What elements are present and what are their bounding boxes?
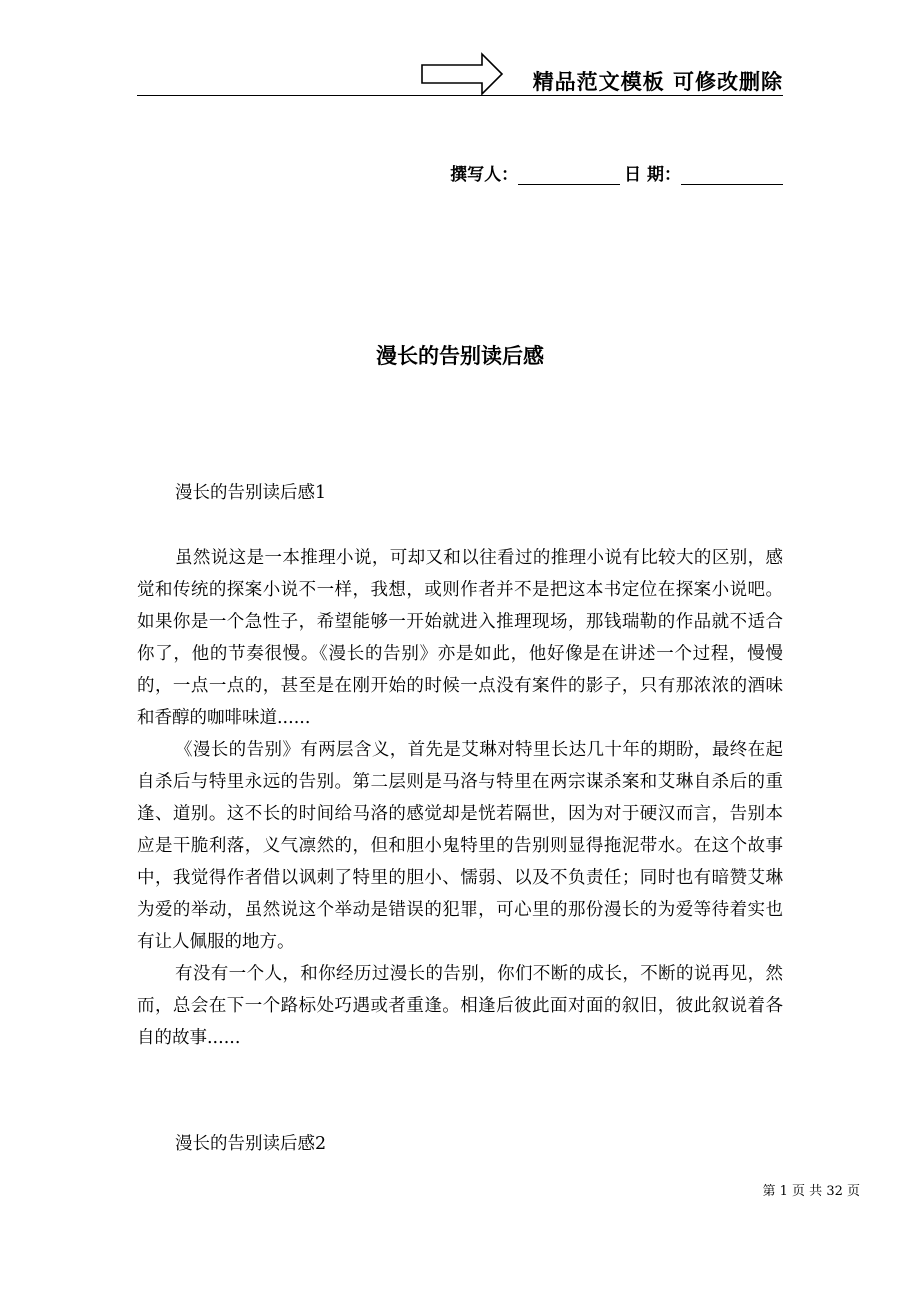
author-date-line (450, 160, 783, 185)
arrow-icon (420, 52, 504, 96)
date-blank (681, 164, 783, 185)
section-body-1 (137, 542, 783, 1054)
section-heading-1: 漫长的告别读后感1 (175, 483, 327, 503)
paragraph-3: 有没有一个人，和你经历过漫长的告别，你们不断的成长，不断的说再见，然而，总会在下一个路标处巧遇或者重逢。相逢后彼此面对面的叙旧，彼此叙说着各自的故事...... (137, 964, 783, 1048)
section-heading-2: 漫长的告别读后感2 (175, 1134, 327, 1154)
author-blank (518, 164, 620, 185)
page-number: 第 1 页 共 32 页 (762, 1184, 860, 1199)
header-tagline: 精品范文模板 可修改删除 (532, 70, 783, 94)
header-divider (137, 95, 783, 96)
document-title: 漫长的告别读后感 (376, 344, 544, 368)
date-label: 日 期： (624, 165, 681, 185)
paragraph-2: 《漫长的告别》有两层含义，首先是艾琳对特里长达几十年的期盼，最终在起自杀后与特里永远的告别。第二层则是马洛与特里在两宗谋杀案和艾琳自杀后的重逢、道别。这不长的时间给马洛的感觉却是恍若隔世，因为对于硬汉而言，告别本应是干脆利落，义气凛然的，但和胆小鬼特里的告别则显得拖泥带水。在这个故事中，我觉得作者借以讽刺了特里的胆小、懦弱、以及不负责任；同时也有暗赞艾琳为爱的举动，虽然说这个举动是错误的犯罪，可心里的那份漫长的为爱等待着实也有让人佩服的地方。 (137, 740, 783, 952)
paragraph-1: 虽然说这是一本推理小说，可却又和以往看过的推理小说有比较大的区别，感觉和传统的探案小说不一样，我想，或则作者并不是把这本书定位在探案小说吧。如果你是一个急性子，希望能够一开始就进入推理现场，那钱瑞勒的作品就不适合你了，他的节奏很慢。《漫长的告别》亦是如此，他好像是在讲述一个过程，慢慢的，一点一点的，甚至是在刚开始的时候一点没有案件的影子，只有那浓浓的酒味和香醇的咖啡味道...... (137, 548, 783, 728)
author-label: 撰写人： (450, 165, 519, 185)
